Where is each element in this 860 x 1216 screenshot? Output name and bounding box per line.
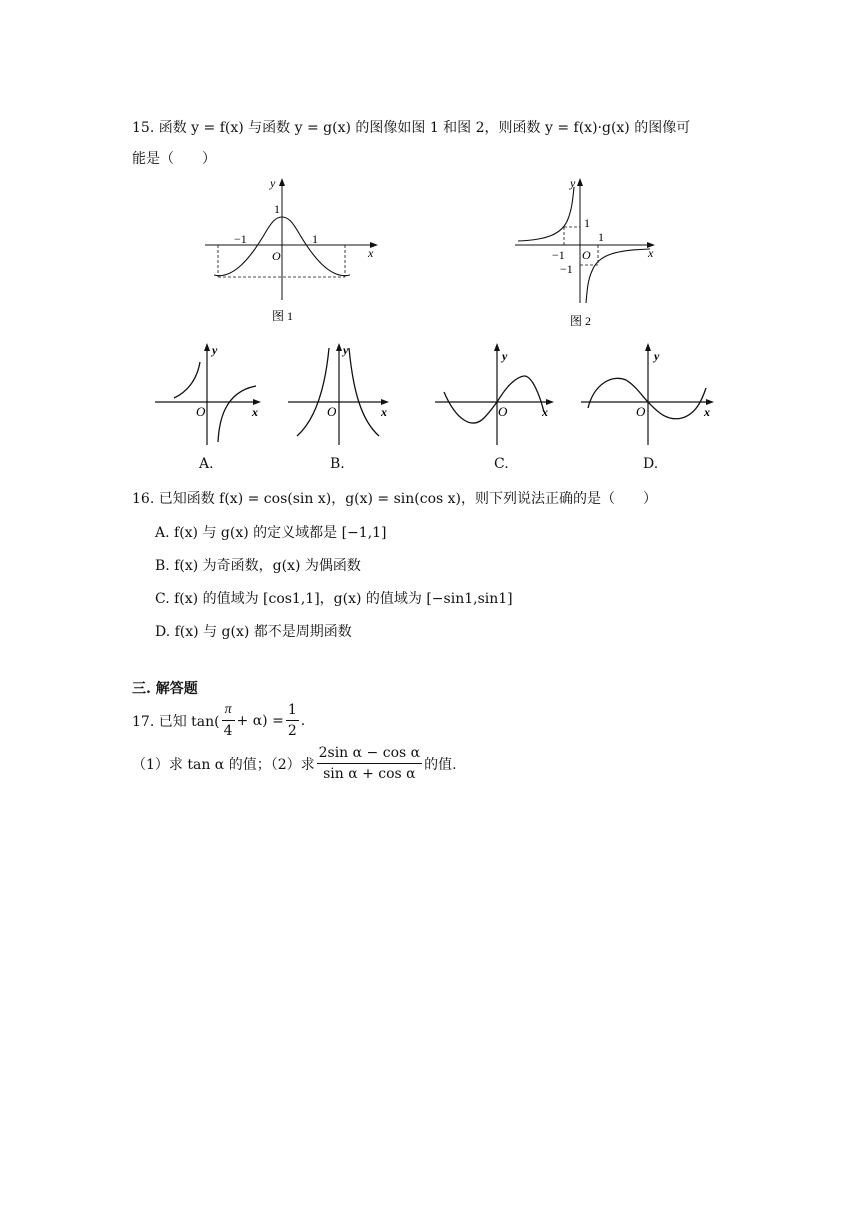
option-b-x: x [381, 405, 387, 419]
option-d-curve [588, 378, 706, 418]
q17-part1: （1）求 tan α 的值；（2）求 [132, 756, 315, 773]
option-d-x: x [704, 405, 710, 419]
fig1-tick-x1: 1 [312, 232, 318, 246]
figure-1 [200, 175, 385, 325]
q16-option-b: B. f(x) 为奇函数，g(x) 为偶函数 [155, 558, 361, 574]
q17-one: 1 [286, 700, 299, 721]
option-a-curve-right [218, 386, 256, 442]
option-d-label: D. [643, 456, 659, 472]
fig1-tick-neg1: −1 [234, 232, 247, 246]
option-a-graph [152, 340, 267, 450]
q17-stem [132, 700, 305, 741]
fig2-tick-x1: 1 [598, 230, 604, 244]
fig1-y-arrow [279, 178, 285, 186]
option-a-curve-left [174, 362, 200, 398]
q17-denominator: sin α + cos α [323, 766, 416, 782]
option-c-graph [432, 340, 562, 450]
option-a-y: y [212, 343, 218, 357]
q17-period: . [300, 712, 306, 729]
option-a-x: x [252, 405, 258, 419]
q15-stem-line2: 能是（ ） [132, 151, 216, 167]
fig2-origin: O [582, 248, 591, 262]
option-b-curve-right [349, 348, 379, 436]
fig1-origin: O [272, 249, 281, 263]
option-d-o: O [636, 404, 646, 419]
q17-fraction-pi-4 [222, 700, 235, 741]
fig2-tick-neg1x: −1 [552, 248, 565, 262]
q17-two: 2 [287, 723, 297, 739]
figure-2 [510, 175, 670, 330]
q17-prefix: 17. 已知 tan( [132, 713, 220, 730]
option-c-label: C. [494, 456, 509, 472]
option-b-o: O [327, 404, 337, 419]
q16-option-c: C. f(x) 的值域为 [cos1,1]，g(x) 的值域为 [−sin1,sin1] [155, 591, 513, 607]
fig2-x-label: x [648, 246, 654, 260]
fig2-branch-left [518, 187, 574, 241]
q17-plus-alpha: + α) = [236, 712, 284, 729]
q15-stem-line1: 15. 函数 y = f(x) 与函数 y = g(x) 的图像如图 1 和图 2，则函数 y = f(x)·g(x) 的图像可 [132, 120, 691, 136]
q16-stem: 16. 已知函数 f(x) = cos(sin x)，g(x) = sin(cos x)，则下列说法正确的是（ ） [132, 491, 658, 507]
fig2-caption: 图 2 [570, 314, 592, 328]
option-c-o: O [498, 404, 508, 419]
q16-option-d: D. f(x) 与 g(x) 都不是周期函数 [155, 624, 352, 640]
fig1-y-label: y [270, 176, 276, 190]
q17-fraction-expr [317, 743, 422, 784]
fig2-tick-y1: 1 [584, 216, 590, 230]
option-b-graph [285, 340, 400, 450]
section-title: 三. 解答题 [132, 681, 198, 697]
q17-four: 4 [223, 723, 233, 739]
option-d-y: y [654, 349, 660, 363]
option-d-graph [578, 340, 728, 450]
fig1-x-label: x [368, 246, 374, 260]
option-c-x: x [542, 405, 548, 419]
fig2-branch-right [586, 249, 650, 303]
option-b-y: y [343, 343, 349, 357]
option-a-label: A. [199, 456, 214, 472]
q16-option-a: A. f(x) 与 g(x) 的定义域都是 [−1,1] [155, 525, 387, 541]
q17-parts [132, 743, 457, 784]
fig2-tick-neg1y: −1 [560, 262, 573, 276]
fig2-y-arrow [577, 178, 583, 186]
q17-fraction-half [286, 700, 299, 741]
option-c-y: y [502, 349, 508, 363]
option-a-o: O [196, 404, 206, 419]
fig2-y-label: y [570, 176, 576, 190]
q17-tail: 的值. [424, 756, 457, 773]
fig1-tick-y1: 1 [274, 202, 280, 216]
option-b-curve-left [297, 348, 329, 436]
option-b-label: B. [330, 456, 345, 472]
fig1-caption: 图 1 [272, 309, 294, 323]
q17-numerator: 2sin α − cos α [317, 743, 422, 764]
option-c-curve [444, 376, 544, 423]
q17-pi: π [222, 700, 235, 721]
